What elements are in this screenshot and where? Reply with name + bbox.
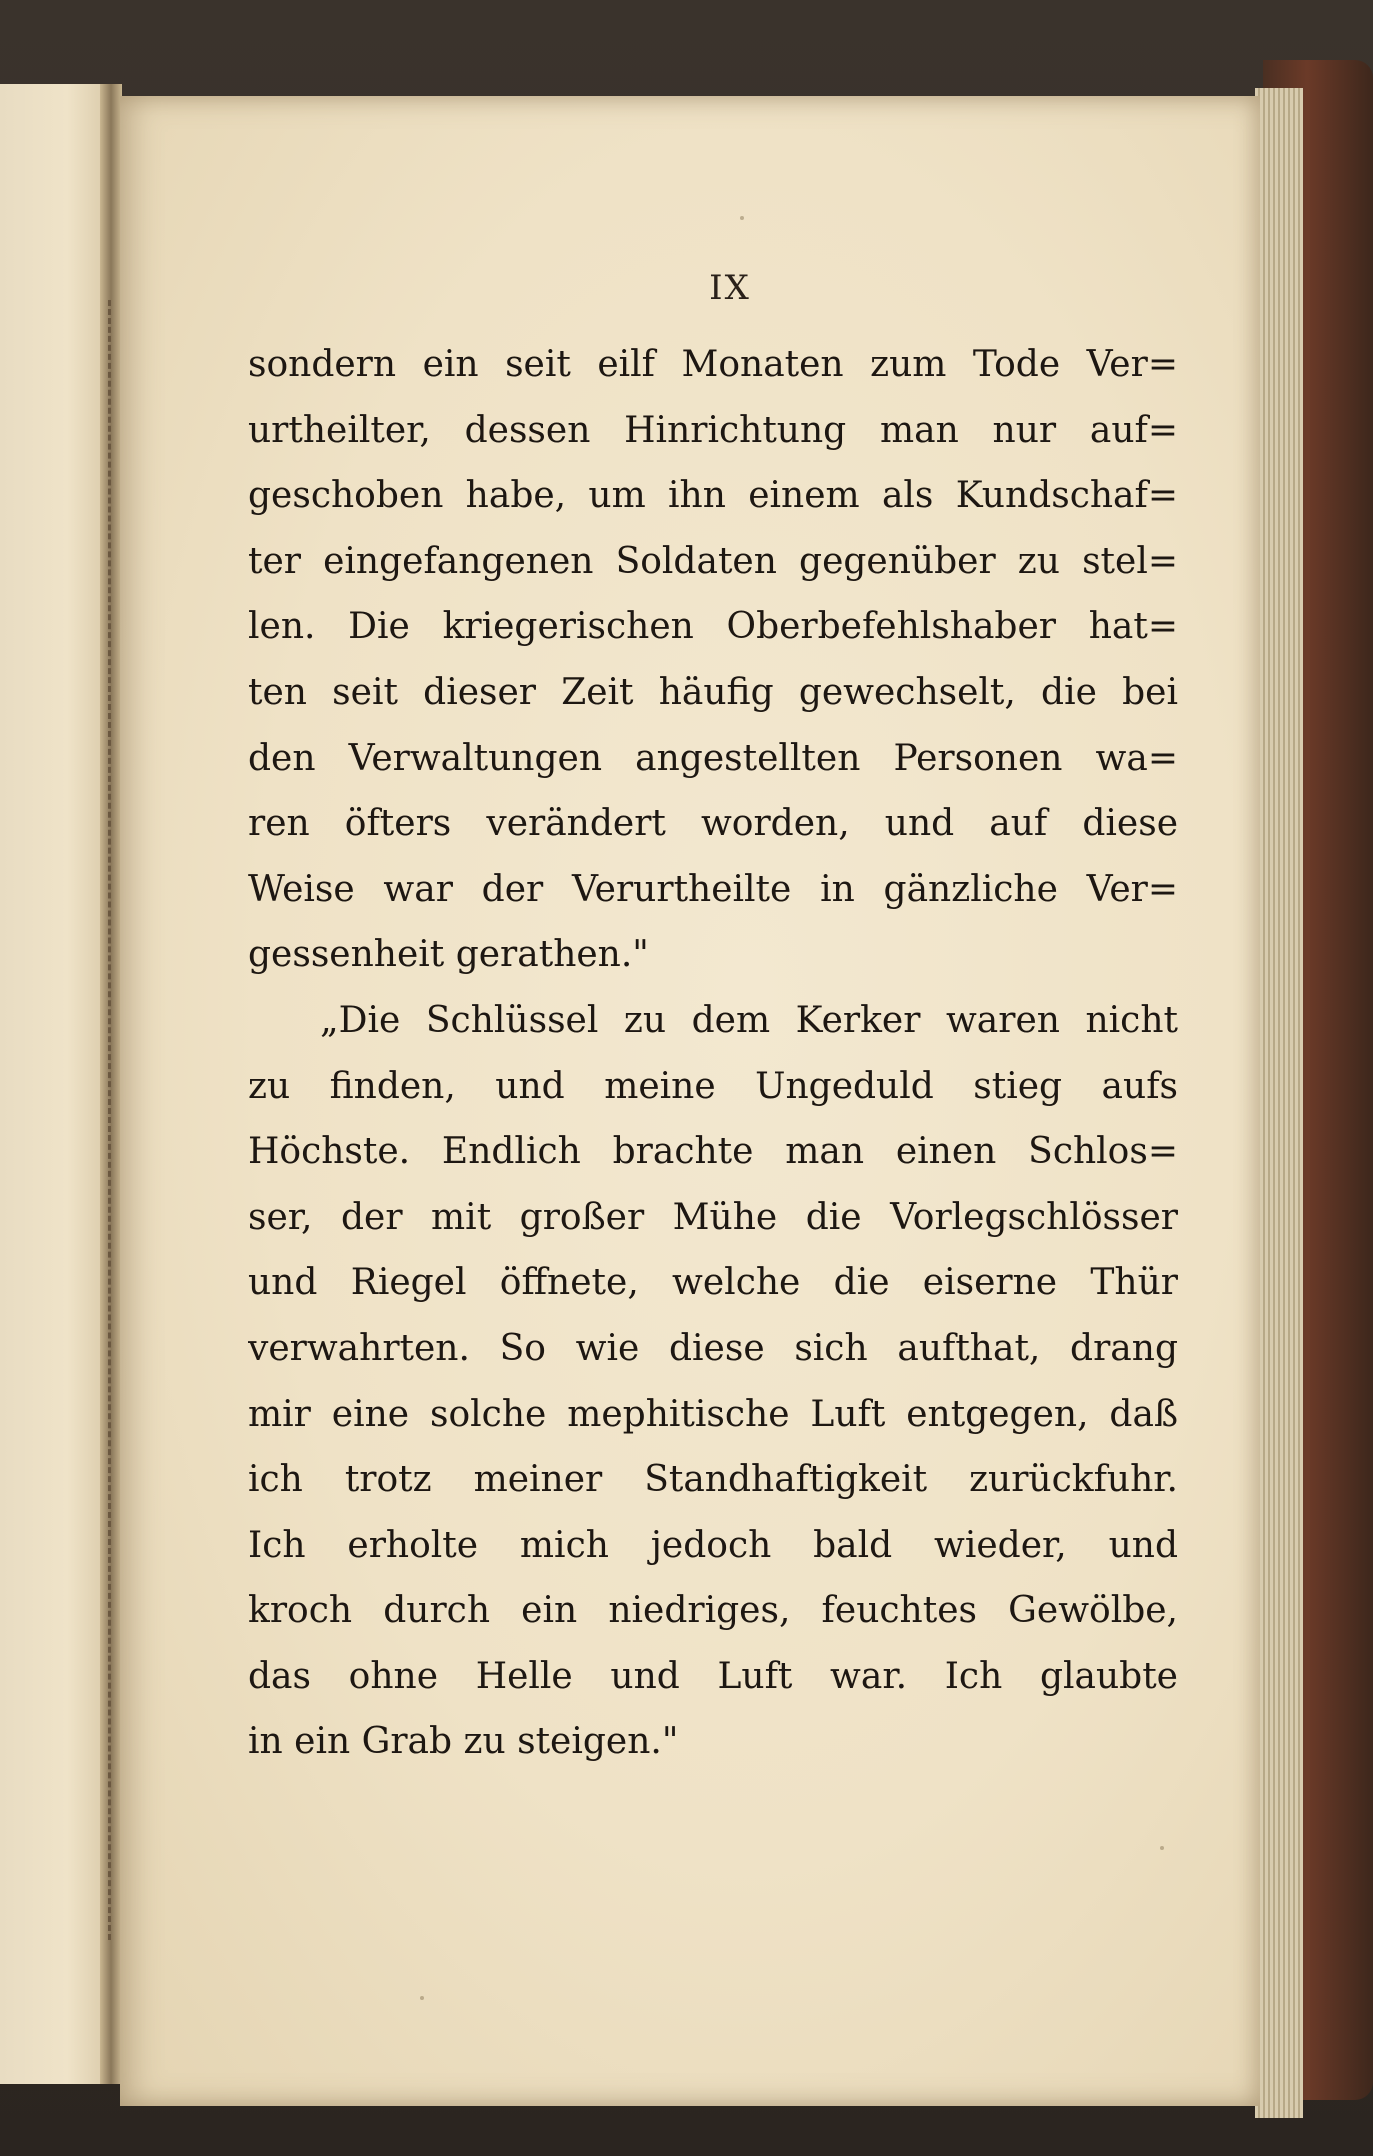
page-number: IX: [709, 268, 751, 308]
previous-page-sliver: [0, 84, 112, 2084]
text-line: len. Die kriegerischen Oberbefehlshaber hat=: [248, 606, 1178, 648]
text-line: ter eingefangenen Soldaten gegenüber zu stel=: [248, 540, 1178, 582]
text-line: sondern ein seit eilf Monaten zum Tode Ver=: [248, 344, 1178, 385]
text-line: ser, der mit großer Mühe die Vorlegschlösser: [248, 1196, 1178, 1238]
text-line: ich trotz meiner Standhaftigkeit zurückfuhr.: [248, 1459, 1178, 1501]
text-line: kroch durch ein niedriges, feuchtes Gewölbe,: [248, 1590, 1178, 1632]
text-line: ren öfters verändert worden, und auf diese: [248, 803, 1178, 845]
text-line: Ich erholte mich jedoch bald wieder, und: [248, 1524, 1178, 1566]
binding-stitches: [108, 300, 117, 1940]
text-line: den Verwaltungen angestellten Personen wa=: [248, 737, 1178, 779]
text-line: ten seit dieser Zeit häufig gewechselt, die bei: [248, 671, 1178, 713]
text-line: mir eine solche mephitische Luft entgegen, daß: [248, 1393, 1178, 1435]
text-line: „Die Schlüssel zu dem Kerker waren nicht: [320, 999, 1178, 1041]
text-line: zu finden, und meine Ungeduld stieg aufs: [248, 1065, 1178, 1107]
paper-speck: [420, 1996, 424, 2000]
text-line: urtheilter, dessen Hinrichtung man nur auf=: [248, 409, 1178, 451]
page-text: [248, 332, 1178, 1775]
text-line: das ohne Helle und Luft war. Ich glaubte: [248, 1655, 1178, 1697]
text-line: Höchste. Endlich brachte man einen Schlos=: [248, 1131, 1178, 1173]
text-line: Weise war der Verurtheilte in gänzliche Ver=: [248, 868, 1178, 910]
text-line: in ein Grab zu steigen.": [248, 1721, 679, 1763]
text-line: verwahrten. So wie diese sich aufthat, drang: [248, 1327, 1178, 1369]
text-line: und Riegel öffnete, welche die eiserne Thür: [248, 1262, 1178, 1304]
page-stack-edge: [1255, 88, 1303, 2118]
book-page: [120, 96, 1260, 2106]
text-line: gessenheit gerathen.": [248, 934, 649, 976]
paper-speck: [1160, 1846, 1164, 1850]
paper-speck: [740, 216, 744, 220]
text-line: geschoben habe, um ihn einem als Kundschaf=: [248, 475, 1178, 517]
